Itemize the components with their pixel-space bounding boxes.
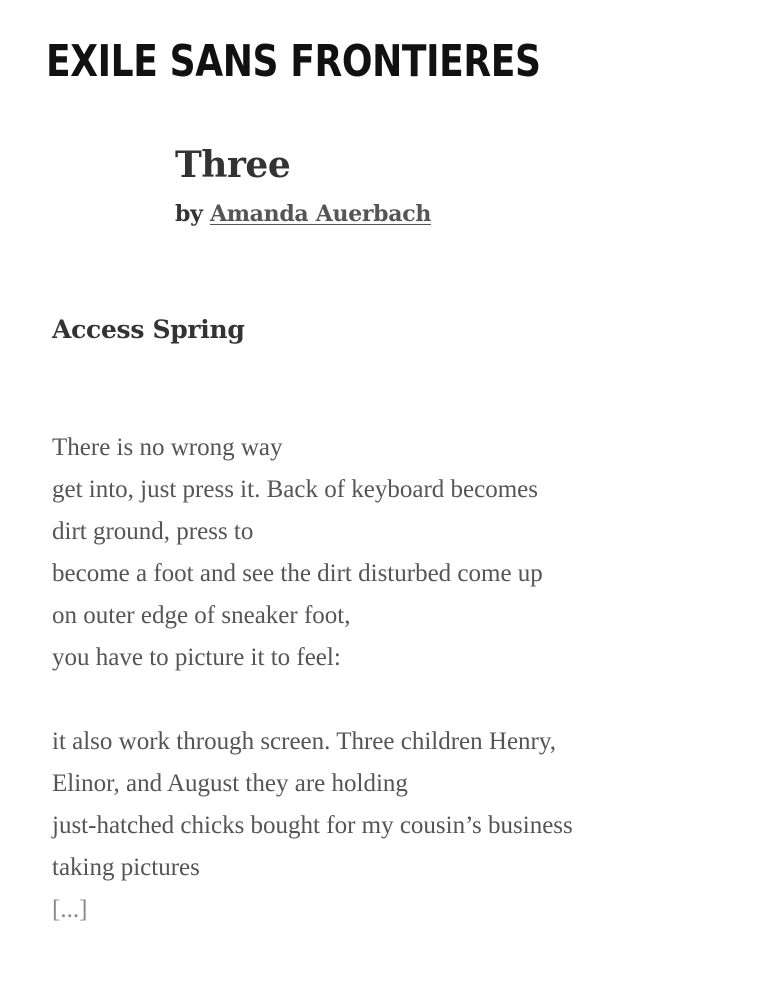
poem-line: you have to picture it to feel: xyxy=(52,644,341,671)
author-link[interactable]: Amanda Auerbach xyxy=(209,201,432,227)
poem-title: Three xyxy=(175,144,291,186)
byline-prefix: by xyxy=(175,201,203,227)
poem-line: dirt ground, press to xyxy=(52,518,254,545)
collection-title: Access Spring xyxy=(52,315,245,344)
poem-line: taking pictures xyxy=(52,854,200,881)
poem-line: get into, just press it. Back of keyboard becomes xyxy=(52,476,538,503)
poem-line: it also work through screen. Three children Henry, xyxy=(52,728,557,755)
poem-line: Elinor, and August they are holding xyxy=(52,770,408,797)
stanza-break xyxy=(52,679,742,721)
poem-line: just-hatched chicks bought for my cousin’s business xyxy=(52,812,573,839)
byline xyxy=(175,198,431,230)
site-title[interactable]: EXILE SANS FRONTIERES xyxy=(46,36,541,87)
poem-line: on outer edge of sneaker foot, xyxy=(52,602,351,629)
poem-line: There is no wrong way xyxy=(52,434,283,461)
read-more-ellipsis[interactable]: [...] xyxy=(52,896,88,923)
poem-line: become a foot and see the dirt disturbed come up xyxy=(52,560,543,587)
poem-body xyxy=(52,427,742,931)
